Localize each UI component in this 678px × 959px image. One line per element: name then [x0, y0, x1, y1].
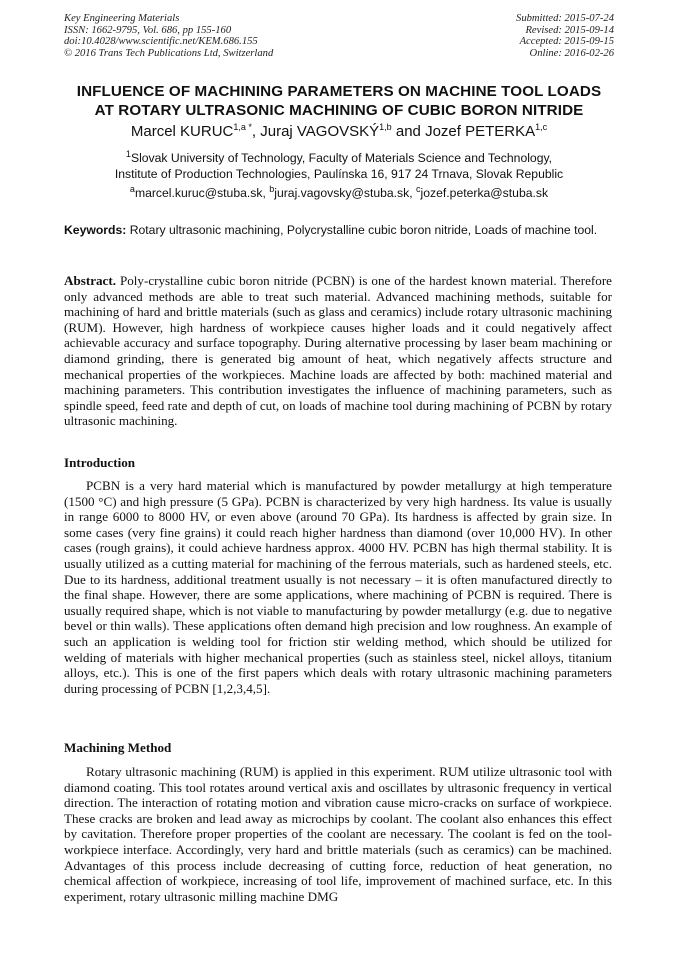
email-link[interactable]: juraj.vagovsky@stuba.sk: [274, 186, 410, 200]
date-online: Online: 2016-02-26: [529, 47, 614, 59]
affiliation-sup: 1: [125, 148, 131, 159]
email-link[interactable]: marcel.kuruc@stuba.sk: [134, 186, 263, 200]
journal-doi[interactable]: doi:10.4028/www.scientific.net/KEM.686.155: [64, 36, 258, 48]
author-separator: ,: [251, 123, 261, 140]
email-sup: a: [129, 183, 135, 194]
introduction-paragraph: PCBN is a very hard material which is manufactured by powder metallurgy at high temperature (1500 °C) and high pressure (5 GPa). PCBN is characterized by very high hardness. Its value is usually in range 6000 to 8000 HV, or even above (around 70 GPa). Its hardness is affected by grain size. In some cases (very fine grains) it could reach higher hardness than diamond (over 10,000 HV). In other cases (rough grains), it could achieve hardness approx. 4000 HV. PCBN has high thermal stability. It is usually utilized as a cutting material for machining of the ferrous materials, such as hardened steels, etc. Due to its hardness, additional treatment usually is not necessary – it is often manufactured directly to the final shape. However, there are some applications, where machining of PCBN is required. There is usually required shape, which is not viable to manufacturing by powder metallurgy (e.g. due to negative bevel or thin walls). These applications often demand high precision and low roughness. An example of such an application is welding tool for friction stir welding method, which should be utilized for welding of materials with higher mechanical properties (such as stainless steel, nickel alloys, titanium alloys, etc.). This is one of the first papers which deals with rotary ultrasonic machining parameters during processing of PCBN [1,2,3,4,5].: [64, 478, 612, 696]
email-separator: ,: [409, 186, 417, 200]
machining-method-paragraph: Rotary ultrasonic machining (RUM) is applied in this experiment. RUM utilize ultrasonic tool with diamond coating. This tool rotates around vertical axis and oscillates by ultrasonic frequency in vertical direction. The interaction of rotating motion and vibration cause micro-cracks on surface of workpiece. These cracks are broken and lead away as microchips by coolant. The coolant also enhances this effect by cavitation. Therefore proper properties of the coolant are necessary. The coolant is fed on the tool-workpiece interface. Accordingly, very hard and brittle materials (such as ceramics) can be machined. Advantages of this process include decreasing of cutting force, reduction of heat generation, no chemical affection of workpiece, increasing of tool life, improvement of machined surface, etc. In this experiment, rotary ultrasonic milling machine DMG: [64, 764, 612, 904]
email-link[interactable]: jozef.peterka@stuba.sk: [420, 186, 549, 200]
introduction-heading: Introduction: [64, 455, 136, 470]
author-sup: 1,b: [379, 122, 392, 132]
author-sup: 1,a *: [233, 122, 252, 132]
author-name: Juraj VAGOVSKÝ: [260, 123, 380, 140]
submission-dates: [516, 13, 614, 59]
keywords-text: Rotary ultrasonic machining, Polycrystalline cubic boron nitride, Loads of machine tool.: [126, 223, 598, 237]
affiliation: [40, 148, 638, 182]
abstract: [64, 273, 612, 429]
date-submitted: Submitted: 2015-07-24: [516, 13, 614, 24]
affiliation-line-1: $^1$Slovak University of Technology, Faculty of Materials Science and Technology,: [125, 148, 553, 165]
abstract-text: Poly-crystalline cubic boron nitride (PCBN) is one of the hardest known material. Therefore only advanced methods are able to treat such material. Advanced machining methods, suitable for machining of hard and brittle materials (such as glass and ceramics) include rotary ultrasonic machining (RUM). However, high hardness of workpiece causes higher loads and it could negatively affect achievable accuracy and surface topography. During alternative processing by laser beam machining or diamond grinding, there is generated big amount of heat, which negatively affects structure and mechanical properties of the workpieces. Machine loads are affected by both: machined material and machining parameters. This contribution investigates the influence of machining parameters, such as spindle speed, feed rate and depth of cut, on loads of machine tool during machining of PCBN by rotary ultrasonic machining.: [64, 273, 612, 429]
abstract-label: Abstract.: [64, 273, 116, 288]
author-sup: 1,c: [535, 122, 548, 132]
affiliation-line-2: Institute of Production Technologies, Paulínska 16, 917 24 Trnava, Slovak Republic: [114, 166, 564, 181]
author-name: Marcel KURUC: [130, 123, 234, 140]
keywords: [64, 223, 612, 238]
author-list: [40, 123, 638, 141]
date-revised: Revised: 2015-09-14: [525, 24, 614, 36]
journal-info: [64, 13, 273, 59]
keywords-label: Keywords:: [64, 223, 127, 237]
title-line-1: INFLUENCE OF MACHINING PARAMETERS ON MACHINE TOOL LOADS: [76, 83, 602, 100]
machining-method-heading: Machining Method: [64, 740, 172, 755]
author-name: Jozef PETERKA: [425, 123, 536, 140]
email-sup: c: [416, 183, 421, 194]
journal-copyright: © 2016 Trans Tech Publications Ltd, Switzerland: [64, 47, 274, 59]
email-list: [40, 183, 638, 201]
author-separator: and: [391, 123, 426, 140]
paper-title: [40, 82, 638, 120]
email-sup: b: [269, 183, 275, 194]
title-line-2: AT ROTARY ULTRASONIC MACHINING OF CUBIC BORON NITRIDE: [94, 102, 584, 119]
journal-issn: ISSN: 1662-9795, Vol. 686, pp 155-160: [64, 24, 232, 36]
email-separator: ,: [262, 186, 270, 200]
date-accepted: Accepted: 2015-09-15: [519, 36, 614, 48]
journal-name: Key Engineering Materials: [64, 13, 180, 24]
